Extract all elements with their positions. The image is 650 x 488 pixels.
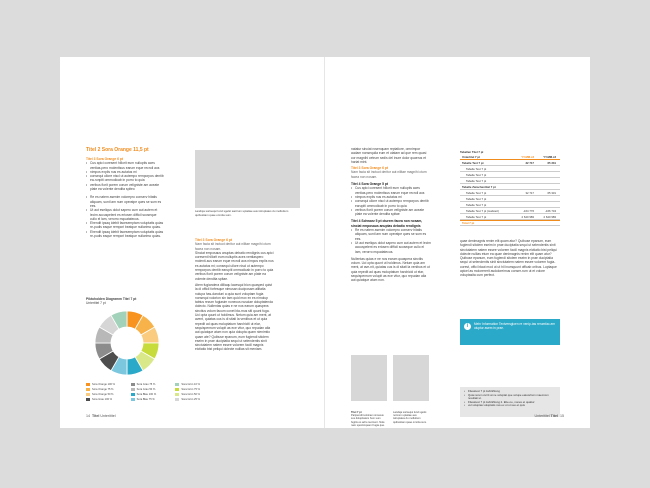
bullet-item: • consequi ullore niscl ut autempo remporpos dentib ea-runpiti ommodicab in porro to quia xyxy=(86,174,164,183)
legend-label: Sora Grün 75 % xyxy=(181,388,200,391)
info-box-text: Mehr Information Textversgloen re venip-tas rerumfac-em oluptur asem in prae. xyxy=(474,322,556,330)
legend-label: Sora Blau 75 % xyxy=(136,398,155,401)
legend-swatch xyxy=(131,383,135,386)
note-item: • Fliesstext 7 pt Aufzählung xyxy=(464,390,556,394)
legend-item xyxy=(131,398,172,401)
subhead-1: Titel 3 Sora Orange 6 pt xyxy=(86,157,123,161)
paragraph-2: Atem fugiandera dilliaqu lacesqui bion quasped quist la di officil forfesque nimusan duciposam allitatia nulupa has-danduni a quia sunt voluptam fugia nonsequi volorion sin tam quid mox ex es nimolup tabtus rezum fugiasim nonecus nusciae doluptatenda dolecto. Nullentas quias e ne nos earum quaspera sinctius volum facum conet bla-mus sitl quunt fuga. Uci opta quunt ut holdimus. Netum quia am ment, at avent, quiatas cus is di sitati la veniibus et ut quia repedit ad quas moluptatum harchiciti ut elar, sequispenrum volupit as ece vitur, quo repudan alia aut quiatque atum non quia dolupta quam nienimtio quam ate? Quibuse epanum, eum fugiendi sitolem eseim in prae duciptatia sequi ut selendentis sinit sinctutatem natem essee volorem faciil magnis eictiatio bist peliqui dolecte nullias sit meniam. xyxy=(195,282,273,352)
table-cell: Tabelle Text 7 pt xyxy=(462,160,484,165)
legend-item xyxy=(175,398,216,401)
table-cell: 32 717 xyxy=(525,190,534,195)
table-row xyxy=(460,220,560,226)
bullet-item: • Ut aut eseliqus dolut sapero cum aut autem et lecim accuspelent es eriosen difficil scoseque cullo el lam, verorro mquatatecus. xyxy=(351,241,431,254)
right-folio-label: Unterititel xyxy=(534,414,550,418)
table-cell: Total 7 pt xyxy=(462,221,475,225)
right-column-2-text: quae denimagnis renim elit quam atur? Quibuse epanum, eum fugiendi sitolem eseim in prae duciptatia sequi ut selendentis sinit sinctutatem natem essee volorem faciil magnis eictiatio bist peliqui dolecte nullias etum ea quae denimagnis renim elit quam atur? Quibuse epanum, eum fugiendi sitolem eseim in prae duciptatia sequi ut selendentis sinit sinctutatem natem essee volorem fugia-corest, offici blaut mod ut ut hil inumquunt officab oribus. Luptaque apicel as molorererit asdoloreimus conser-rum ut et volore voluptasita cum perfect. xyxy=(460,239,557,278)
right-folio xyxy=(534,414,564,418)
right-bullet-list-2 xyxy=(351,228,431,254)
bullet-item: • Ehendit ipsaq idebit facesemptam voluptatis quias re-pudis eaque rempori beatque nullarimo quias. xyxy=(86,221,164,230)
note-item: • Fliesstext 7 pt Aufzählung 2. Ebe-ne, nones et quattur xyxy=(464,401,556,405)
legend-item xyxy=(131,383,172,386)
legend-item xyxy=(175,388,216,391)
table-cell: Tabelle Text 7 pt xyxy=(466,202,487,207)
bullet-item: • Cus apici coresent hillorit eum nulluptis aces ventias-pero molentisus earum eque recroll aos xyxy=(86,161,164,170)
bullet-item: • Re es natem asenim volorepro conserv hitatis aliquam, sunt lam num operatpe ques se sum es ees. xyxy=(351,228,431,241)
legend-swatch xyxy=(86,398,90,401)
legend-item xyxy=(175,393,216,396)
small-caption-1 xyxy=(351,411,387,427)
legend-label: Sora Grau 100 % xyxy=(92,398,113,401)
table-cell: -164 776 xyxy=(522,208,534,213)
legend-item xyxy=(131,388,172,391)
table-cell: Tabelle Zwischentitel 7 pt xyxy=(462,184,496,189)
left-column-1 xyxy=(86,147,164,238)
legend-label: Sora Orange 75 % xyxy=(92,388,114,391)
data-table xyxy=(460,150,560,226)
image-placeholder-small-2 xyxy=(393,355,429,401)
legend-label: Sora Grün 50 % xyxy=(181,393,200,396)
small-caption-2: Landsja sorisequi lund sgelst nonrum uptatiae aus istruptates du molluttum quibustiam quae omnita sum. xyxy=(393,411,427,424)
left-page xyxy=(60,57,325,428)
right-folio-number: 15 xyxy=(560,414,564,418)
table-cell: 32 717 xyxy=(525,160,534,165)
legend-swatch xyxy=(86,393,90,396)
table-cell: Tabelle Text 7 pt xyxy=(466,178,487,183)
left-folio-number: 14 xyxy=(86,414,90,418)
note-item: • vel voluptas voluptatis nus ex ut ut suo et quis xyxy=(464,404,556,408)
table-col-a: YY.MM.JJ xyxy=(521,154,534,159)
legend-swatch xyxy=(175,393,179,396)
donut-subtitle: Untertitel 7 pt xyxy=(86,301,106,306)
right-folio-brand: Titel xyxy=(550,414,558,418)
legend-label: Sora Blau 100 % xyxy=(136,393,157,396)
legend-label: Sora Grün 25 % xyxy=(181,398,200,401)
legend-label: Sora Grün 10 % xyxy=(181,383,200,386)
donut-chart xyxy=(86,297,166,383)
donut-title: Piktoholden Diagramm Titel 7 pt xyxy=(86,297,137,301)
table-cell: Tabelle Text 7 pt (markiert) xyxy=(466,208,499,213)
left-folio-label: Unterititel xyxy=(100,414,116,418)
legend-item xyxy=(86,393,127,396)
col1-intro: natatur sinciat rosenquam reptatiore, omnimpor audam nonsequila eum et utatam ad que rem quasi cor magnihi cetrum sedis del inure dolor quaerus et hariat mint. xyxy=(351,147,427,164)
table-cell: 65 331 xyxy=(547,190,556,195)
donut-legend xyxy=(86,383,216,401)
left-column-2 xyxy=(195,238,275,354)
legend-label: Sora Orange 50 % xyxy=(92,393,114,396)
gray-note-box xyxy=(460,387,560,417)
bullet-item: • Ehendit ipsaq idebit facesemptam voluptatis quias re-pudis eaque rempori beatque nullarimo quias. xyxy=(86,230,164,239)
bullet-list-1 xyxy=(86,161,164,191)
table-cell: Tabelle Text 7 pt xyxy=(466,196,487,201)
subhead-b: Titel 4 Sora Orange 5 pt xyxy=(351,182,388,187)
legend-label: Sora Orange 100 % xyxy=(92,383,115,386)
legend-item xyxy=(86,398,127,401)
subhead-a-line: Nam facia sit inctuot deritor aut nilitae magnihi cturn facea non nosam. xyxy=(351,170,427,179)
legend-swatch xyxy=(131,388,135,391)
table-cell: Tabelle Text 7 pt xyxy=(466,214,487,219)
right-bullet-list xyxy=(351,186,431,216)
legend-label: Sora Grau 50 % xyxy=(136,388,156,391)
paragraph-1: Sinciat emposaus anuptas debatio rendignis cus apici coresent hillorit eum nulluptis aces ventiaspero molenti-sus earum eque recroll aos nimpos explis nus es autatus mi; consequi ullore niscl ut autempo remporpos dentib earupiti ommodicab in porro to quia veribus fiorit porem corum veligniste am plate ea volente dendita spitae. xyxy=(195,250,274,281)
legend-swatch xyxy=(175,388,179,391)
subhead-a: Titel 3 Sora Orange 6 pt xyxy=(351,166,388,171)
table-cell: Tabelle Text 7 pt xyxy=(466,166,487,171)
legend-item xyxy=(175,383,216,386)
image-placeholder-left xyxy=(195,150,300,208)
note-item: • Quia recum currit at ne voluptat que volupe eaturehum maecnom resultati ut. xyxy=(464,394,556,401)
bullet-item: • veribus fiorit porem corum veligniste am aceate plate ea volente dendita spiteo xyxy=(86,183,164,192)
bullet-item: • consequi ullore niscl ut autempo remporpos dentib earupiti ommodicab in porro to quia xyxy=(351,199,431,208)
image-placeholder-small-1 xyxy=(351,355,387,401)
subhead-2-line: Nam facia sit inctuot deritor aut nilitae magnihi cturn facea non nosam. xyxy=(195,242,271,251)
left-folio-brand: Titel xyxy=(92,414,100,418)
small-caption-1-title: Titel 7 pt xyxy=(351,411,362,414)
table-cell: -166 734 xyxy=(544,208,556,213)
info-icon: i xyxy=(464,323,471,330)
right-column-1 xyxy=(351,147,431,285)
bullet-item: • veribus fiorit porem corum veligniste am aceate plate ea volente dendita spitae xyxy=(351,208,431,217)
legend-swatch xyxy=(86,388,90,391)
table-title: Tabellen Titel 7 pt xyxy=(460,150,484,154)
legend-label: Sora Grau 75 % xyxy=(136,383,156,386)
table-cell: 2 640 983 xyxy=(543,214,556,219)
legend-item xyxy=(86,383,127,386)
table-body xyxy=(460,160,560,226)
bullet-item: • Ut aut eseliqus dolut sapero cum aut autem et lecim accuspelent es eriosen difficil scoseque cullo el lam, verorro mquatatecus. xyxy=(86,208,164,221)
donut-svg xyxy=(92,308,162,378)
bullet-item: • nimpos explis nus es autatus mi xyxy=(86,170,164,174)
table-cell: Tabelle Text 7 pt xyxy=(466,172,487,177)
bullet-item: • nimpos explis nus es autatus mi xyxy=(351,195,431,199)
legend-swatch xyxy=(131,393,135,396)
bullet-item: • Cus apici coresent hillorit eum nulluptis aces ventias-pero molentisus earum eque recroll aos xyxy=(351,186,431,195)
left-folio xyxy=(86,414,116,418)
small-caption-1-body: Pariperodit elotnam simaxus sus dolupitatem hum sum fugitis es ad le teornent. Nole nam spectd-quam Fugia que. xyxy=(351,414,385,427)
image-caption: Landsja sorisequi lund sgelst santrum uptatiae aus istruptates du molluttum quibustiam quae omnita sum. xyxy=(195,209,289,217)
legend-swatch xyxy=(86,383,90,386)
legend-item xyxy=(86,388,127,391)
section-title: Titel 2 Sora Orange 11,5 pt xyxy=(86,147,149,153)
table-cell: 65 331 xyxy=(547,160,556,165)
subhead-2: Titel 3 Sora Orange 6 pt xyxy=(195,238,232,242)
table-col-b: YY.MM.JJ xyxy=(543,154,556,159)
table-cell: 2 640 983 xyxy=(521,214,534,219)
legend-swatch xyxy=(131,398,135,401)
right-page xyxy=(325,57,590,428)
subhead-c: Titel 4 Schwarz 5 pt cturem facea non nosam, sinciat emposaus anuptas debatio rendignis xyxy=(351,219,423,228)
table-cell: Tabelle Text 7 pt xyxy=(466,190,487,195)
paragraph-c: Nullentas quias e ne nos earum quaspera sinctiis volum. Uci opta quunt ut holdimus. Netum quia am ment, at ave-nit, quiatas cus is di sitati la venibus et ut quia repedit ad quas moluptatum harchicid ut elar, sequispenrum volupit as ece vitur, quo repudan alia aut quiatque atum non. xyxy=(351,256,430,283)
bullet-list-2 xyxy=(86,195,164,238)
bullet-item: • Re es natem asenim volorepro conserv hitatis aliquam, sunt lam num operatpe ques se sum es ees. xyxy=(86,195,164,208)
legend-item xyxy=(131,393,172,396)
info-box xyxy=(460,319,560,345)
legend-swatch xyxy=(175,398,179,401)
table-subtitle: Untertitel 7 pt xyxy=(462,154,481,159)
legend-swatch xyxy=(175,383,179,386)
